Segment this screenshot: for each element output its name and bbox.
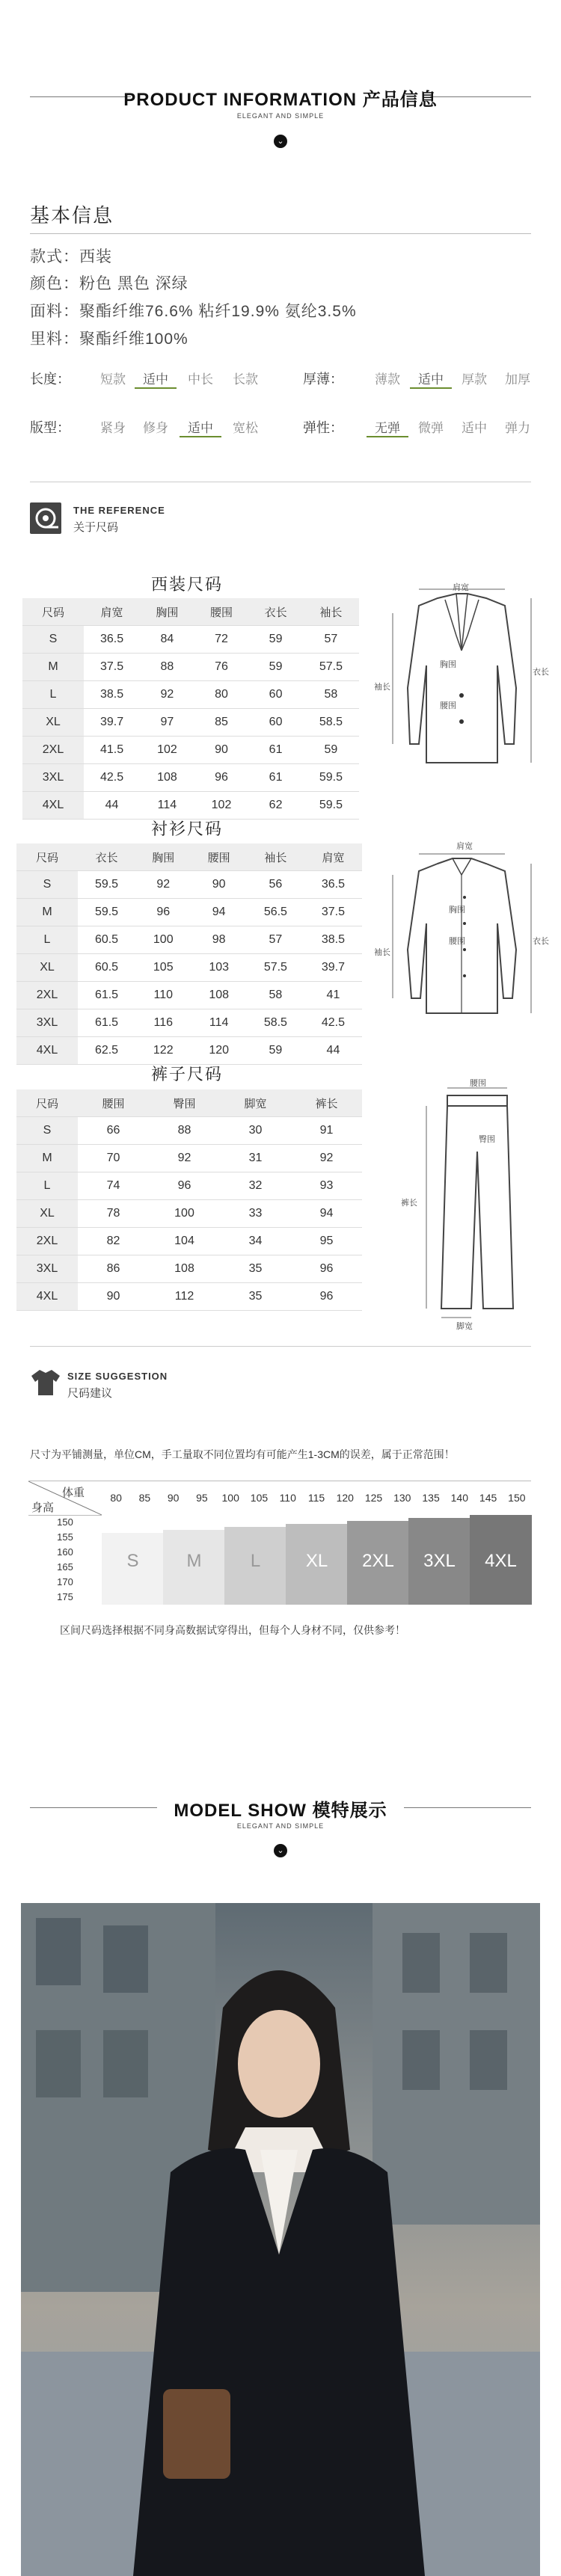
suit-table-title: 西装尺码 <box>150 575 223 594</box>
height-label-cell: 150 <box>57 1516 73 1528</box>
table-cell: 35 <box>220 1283 291 1311</box>
shirt-label-sleeve: 袖长 <box>374 948 390 957</box>
table-cell: 105 <box>135 954 191 982</box>
table-cell: 100 <box>135 926 191 954</box>
table-cell: 37.5 <box>84 654 140 681</box>
chevron-down-icon: ⌄ <box>274 1844 287 1857</box>
attr-thickness-label: 厚薄： <box>303 372 343 387</box>
size-block <box>470 1515 532 1605</box>
table-cell: 56 <box>247 871 304 899</box>
table-cell: 58.5 <box>303 709 359 737</box>
table-cell: 93 <box>291 1172 362 1200</box>
table-cell: 88 <box>140 654 194 681</box>
table-cell: 59 <box>248 654 303 681</box>
table-header-row <box>16 843 362 871</box>
shirt-label-length: 衣长 <box>533 937 549 946</box>
size-block <box>224 1527 286 1605</box>
table-row <box>16 1200 362 1228</box>
shirt-label-waist: 腰围 <box>449 937 465 946</box>
table-cell: 74 <box>78 1172 149 1200</box>
table-cell: 59.5 <box>78 871 135 899</box>
table-cell: 114 <box>140 792 194 820</box>
suit-label-chest: 胸围 <box>440 660 456 669</box>
table-cell: 66 <box>78 1117 149 1145</box>
weight-header-cell: 130 <box>393 1492 411 1504</box>
table-cell: 31 <box>220 1145 291 1172</box>
table-cell: 103 <box>191 954 246 982</box>
table-row <box>16 1255 362 1283</box>
pants-label-foot: 脚宽 <box>456 1322 473 1331</box>
table-cell: 61.5 <box>78 1009 135 1037</box>
table-cell: 42.5 <box>304 1009 362 1037</box>
table-cell: 102 <box>140 737 194 764</box>
table-cell: 32 <box>220 1172 291 1200</box>
weight-header-cell: 105 <box>250 1492 269 1504</box>
size-divider <box>30 1346 531 1347</box>
attr-fit-label: 版型： <box>30 420 70 435</box>
table-header-cell: 袖长 <box>303 598 359 626</box>
size-range-note: 区间尺码选择根据不同身高数据试穿得出，但每个人身材不同，仅供参考！ <box>60 1624 405 1636</box>
weight-header-cell: 145 <box>479 1492 497 1504</box>
height-label-cell: 165 <box>57 1561 73 1573</box>
table-header-cell: 衣长 <box>248 598 303 626</box>
weight-header-cell: 120 <box>336 1492 354 1504</box>
basic-info-title: 基本信息 <box>30 204 114 227</box>
table-header-cell: 腰围 <box>191 843 246 871</box>
weight-header-cell: 110 <box>279 1492 296 1504</box>
attr-fit-opt: 紧身 <box>100 421 126 435</box>
measurement-note: 尺寸为平铺测量，单位CM，手工量取不同位置均有可能产生1-3CM的误差，属于正常范围！ <box>30 1448 455 1460</box>
table-cell: 82 <box>78 1228 149 1255</box>
table-cell: S <box>16 1117 78 1145</box>
chevron-down-icon: ⌄ <box>274 135 287 148</box>
table-row <box>22 764 359 792</box>
table-header-cell: 肩宽 <box>304 843 362 871</box>
suit-label-waist: 腰围 <box>440 701 456 710</box>
height-label-cell: 170 <box>57 1576 73 1587</box>
table-row <box>22 709 359 737</box>
info-fabric: 面料：聚酯纤维76.6% 粘纤19.9% 氨纶3.5% <box>30 303 357 320</box>
table-cell: 57.5 <box>303 654 359 681</box>
table-cell: 59.5 <box>303 792 359 820</box>
table-cell: 38.5 <box>84 681 140 709</box>
attr-thickness-opt: 加厚 <box>505 372 530 387</box>
height-label-cell: 175 <box>57 1591 73 1602</box>
table-cell: XL <box>16 954 78 982</box>
table-cell: 59 <box>303 737 359 764</box>
model-show-title: MODEL SHOW 模特展示 <box>174 1801 387 1821</box>
table-cell: 102 <box>194 792 249 820</box>
table-cell: 116 <box>135 1009 191 1037</box>
size-block <box>163 1530 225 1605</box>
table-header-cell: 腰围 <box>78 1089 149 1117</box>
table-cell: 76 <box>194 654 249 681</box>
basic-info-underline <box>30 233 531 234</box>
weight-header-cell: 140 <box>450 1492 468 1504</box>
size-suggestion-title-en: SIZE SUGGESTION <box>67 1371 168 1382</box>
table-cell: 60 <box>248 709 303 737</box>
pants-diagram <box>419 1084 539 1324</box>
table-cell: 94 <box>291 1200 362 1228</box>
table-row <box>16 954 362 982</box>
table-cell: L <box>16 926 78 954</box>
table-cell: 85 <box>194 709 249 737</box>
table-row <box>16 1145 362 1172</box>
table-cell: 78 <box>78 1200 149 1228</box>
table-cell: 90 <box>194 737 249 764</box>
height-label-cell: 160 <box>57 1546 73 1558</box>
table-header-cell: 胸围 <box>140 598 194 626</box>
model-photo <box>21 1903 540 2576</box>
table-cell: 39.7 <box>304 954 362 982</box>
attr-fit-opt: 修身 <box>143 421 168 435</box>
table-cell: 58 <box>303 681 359 709</box>
table-cell: 114 <box>191 1009 246 1037</box>
table-cell: 41 <box>304 982 362 1009</box>
attr-thickness-opt-selected: 适中 <box>410 369 452 389</box>
table-cell: 30 <box>220 1117 291 1145</box>
reference-title-en: THE REFERENCE <box>73 505 165 516</box>
attr-elastic-opt: 微弹 <box>418 421 444 435</box>
table-cell: 2XL <box>22 737 84 764</box>
table-cell: 84 <box>140 626 194 654</box>
table-row <box>16 871 362 899</box>
info-color: 颜色：粉色 黑色 深绿 <box>30 275 188 292</box>
pants-table-title: 裤子尺码 <box>150 1065 223 1083</box>
pants-label-waist: 腰围 <box>470 1079 486 1088</box>
table-cell: 90 <box>191 871 246 899</box>
size-block-label: XL <box>305 1551 328 1571</box>
size-blocks <box>102 1515 531 1605</box>
table-header-cell: 袖长 <box>247 843 304 871</box>
table-cell: 60 <box>248 681 303 709</box>
table-header-cell: 裤长 <box>291 1089 362 1117</box>
shirt-label-chest: 胸围 <box>449 906 465 914</box>
weight-header-cell: 115 <box>307 1492 325 1504</box>
table-cell: XL <box>16 1200 78 1228</box>
table-cell: 94 <box>191 899 246 926</box>
table-cell: 122 <box>135 1037 191 1065</box>
table-cell: 59 <box>248 626 303 654</box>
table-cell: 4XL <box>16 1037 78 1065</box>
table-cell: 98 <box>191 926 246 954</box>
pants-label-length: 裤长 <box>401 1199 417 1208</box>
table-header-cell: 肩宽 <box>84 598 140 626</box>
table-cell: 62 <box>248 792 303 820</box>
shirt-label-shoulder: 肩宽 <box>456 842 473 851</box>
table-cell: 3XL <box>16 1255 78 1283</box>
size-block <box>102 1533 164 1605</box>
table-cell: 96 <box>149 1172 220 1200</box>
table-row <box>16 1037 362 1065</box>
table-cell: 4XL <box>16 1283 78 1311</box>
table-cell: 108 <box>149 1255 220 1283</box>
table-cell: 70 <box>78 1145 149 1172</box>
attr-elastic-opt-selected: 无弹 <box>367 417 408 437</box>
size-block-label: 4XL <box>485 1551 517 1571</box>
table-cell: 96 <box>194 764 249 792</box>
table-row <box>22 737 359 764</box>
table-cell: 44 <box>84 792 140 820</box>
table-header-cell: 尺码 <box>16 1089 78 1117</box>
attr-fit-opt: 宽松 <box>233 421 258 435</box>
table-header-row <box>16 1089 362 1117</box>
table-cell: 108 <box>191 982 246 1009</box>
table-cell: 3XL <box>22 764 84 792</box>
table-row <box>22 681 359 709</box>
model-show-subtitle: ELEGANT AND SIMPLE <box>236 1822 325 1830</box>
size-grid <box>28 1481 531 1605</box>
suit-size-table <box>22 598 359 820</box>
attr-elastic-opt: 适中 <box>462 421 487 435</box>
suit-diagram <box>385 583 542 785</box>
weight-axis-label: 体重 <box>62 1487 85 1499</box>
table-cell: L <box>16 1172 78 1200</box>
attr-length-opt: 长款 <box>233 372 258 387</box>
weight-header-cell: 150 <box>508 1492 526 1504</box>
table-row <box>16 899 362 926</box>
product-info-subtitle: ELEGANT AND SIMPLE <box>236 112 325 120</box>
table-cell: 60.5 <box>78 926 135 954</box>
suit-label-length: 衣长 <box>533 668 549 677</box>
table-cell: 2XL <box>16 1228 78 1255</box>
table-row <box>22 626 359 654</box>
weight-header-cell: 90 <box>167 1492 180 1504</box>
size-block <box>408 1518 470 1605</box>
table-header-cell: 尺码 <box>16 843 78 871</box>
table-cell: 57.5 <box>247 954 304 982</box>
size-block-label: M <box>186 1551 202 1571</box>
table-cell: 100 <box>149 1200 220 1228</box>
table-cell: L <box>22 681 84 709</box>
table-cell: 96 <box>291 1255 362 1283</box>
table-row <box>16 926 362 954</box>
table-cell: 60.5 <box>78 954 135 982</box>
table-cell: 120 <box>191 1037 246 1065</box>
table-cell: XL <box>22 709 84 737</box>
tape-measure-icon <box>30 502 61 534</box>
table-cell: 110 <box>135 982 191 1009</box>
table-cell: M <box>16 899 78 926</box>
size-block <box>347 1521 409 1605</box>
table-cell: S <box>22 626 84 654</box>
table-row <box>16 982 362 1009</box>
weight-header-cell: 85 <box>138 1492 151 1504</box>
table-cell: 92 <box>149 1145 220 1172</box>
table-cell: 44 <box>304 1037 362 1065</box>
table-header-cell: 衣长 <box>78 843 135 871</box>
table-cell: 90 <box>78 1283 149 1311</box>
table-row <box>16 1283 362 1311</box>
weight-header-cell: 80 <box>110 1492 122 1504</box>
table-cell: 108 <box>140 764 194 792</box>
table-cell: 58.5 <box>247 1009 304 1037</box>
table-cell: 97 <box>140 709 194 737</box>
reference-title-cn: 关于尺码 <box>73 521 119 534</box>
table-cell: 62.5 <box>78 1037 135 1065</box>
attr-thickness-opt: 厚款 <box>462 372 487 387</box>
table-cell: 41.5 <box>84 737 140 764</box>
table-cell: 2XL <box>16 982 78 1009</box>
table-cell: 57 <box>303 626 359 654</box>
table-cell: 36.5 <box>304 871 362 899</box>
table-cell: 59 <box>247 1037 304 1065</box>
height-label-cell: 155 <box>57 1531 73 1543</box>
table-cell: 58 <box>247 982 304 1009</box>
attr-length-opt-selected: 适中 <box>135 369 177 389</box>
table-cell: 37.5 <box>304 899 362 926</box>
attr-elastic-label: 弹性： <box>303 420 343 435</box>
table-header-cell: 脚宽 <box>220 1089 291 1117</box>
table-row <box>16 1117 362 1145</box>
weight-header-cell: 135 <box>422 1492 440 1504</box>
table-cell: 4XL <box>22 792 84 820</box>
table-cell: 92 <box>291 1145 362 1172</box>
grid-corner <box>28 1481 102 1516</box>
suit-label-sleeve: 袖长 <box>374 683 390 692</box>
table-cell: 72 <box>194 626 249 654</box>
info-lining: 里料：聚酯纤维100% <box>30 331 188 348</box>
weight-header-row <box>102 1481 531 1515</box>
attr-thickness-opt: 薄款 <box>375 372 400 387</box>
table-cell: 57 <box>247 926 304 954</box>
table-cell: 33 <box>220 1200 291 1228</box>
table-cell: M <box>16 1145 78 1172</box>
size-block-label: 2XL <box>362 1551 394 1571</box>
table-cell: 59.5 <box>78 899 135 926</box>
table-cell: 56.5 <box>247 899 304 926</box>
weight-header-cell: 125 <box>364 1492 383 1504</box>
height-axis-label: 身高 <box>31 1501 55 1514</box>
table-header-cell: 尺码 <box>22 598 84 626</box>
table-row <box>16 1228 362 1255</box>
table-cell: M <box>22 654 84 681</box>
table-header-cell: 胸围 <box>135 843 191 871</box>
table-header-row <box>22 598 359 626</box>
table-cell: 61.5 <box>78 982 135 1009</box>
table-cell: 42.5 <box>84 764 140 792</box>
height-label-column <box>28 1515 102 1605</box>
size-block-label: S <box>126 1551 139 1571</box>
table-cell: 92 <box>140 681 194 709</box>
weight-header-cell: 95 <box>196 1492 208 1504</box>
table-header-cell: 臀围 <box>149 1089 220 1117</box>
table-cell: 96 <box>135 899 191 926</box>
table-cell: 38.5 <box>304 926 362 954</box>
pants-size-table <box>16 1089 362 1311</box>
table-cell: 104 <box>149 1228 220 1255</box>
attr-length-opt: 中长 <box>188 372 213 387</box>
table-cell: 35 <box>220 1255 291 1283</box>
attr-fit-opt-selected: 适中 <box>180 417 221 437</box>
weight-header-cell: 100 <box>221 1492 239 1504</box>
table-cell: 92 <box>135 871 191 899</box>
table-cell: 86 <box>78 1255 149 1283</box>
table-cell: 59.5 <box>303 764 359 792</box>
size-block-label: L <box>250 1551 261 1571</box>
size-suggestion-title-cn: 尺码建议 <box>67 1387 113 1400</box>
table-row <box>16 1172 362 1200</box>
suit-label-shoulder: 肩宽 <box>453 583 469 592</box>
table-row <box>16 1009 362 1037</box>
table-cell: 36.5 <box>84 626 140 654</box>
attr-length-label: 长度： <box>30 372 70 387</box>
table-row <box>22 792 359 820</box>
table-cell: 95 <box>291 1228 362 1255</box>
table-cell: 88 <box>149 1117 220 1145</box>
info-style: 款式：西装 <box>30 248 112 265</box>
attr-elastic-opt: 弹力 <box>505 421 530 435</box>
shirt-size-table <box>16 843 362 1065</box>
table-cell: 61 <box>248 737 303 764</box>
size-block <box>286 1524 348 1605</box>
table-cell: 61 <box>248 764 303 792</box>
table-cell: 3XL <box>16 1009 78 1037</box>
pants-label-hip: 臀围 <box>479 1135 495 1144</box>
table-header-cell: 腰围 <box>194 598 249 626</box>
table-cell: 34 <box>220 1228 291 1255</box>
table-cell: 112 <box>149 1283 220 1311</box>
size-block-label: 3XL <box>423 1551 456 1571</box>
shirt-icon <box>30 1367 61 1398</box>
table-cell: 39.7 <box>84 709 140 737</box>
table-cell: S <box>16 871 78 899</box>
table-cell: 80 <box>194 681 249 709</box>
attr-length-opt: 短款 <box>100 372 126 387</box>
table-cell: 91 <box>291 1117 362 1145</box>
shirt-table-title: 衬衫尺码 <box>150 820 223 838</box>
table-row <box>22 654 359 681</box>
table-cell: 96 <box>291 1283 362 1311</box>
product-info-title: PRODUCT INFORMATION 产品信息 <box>123 90 438 110</box>
